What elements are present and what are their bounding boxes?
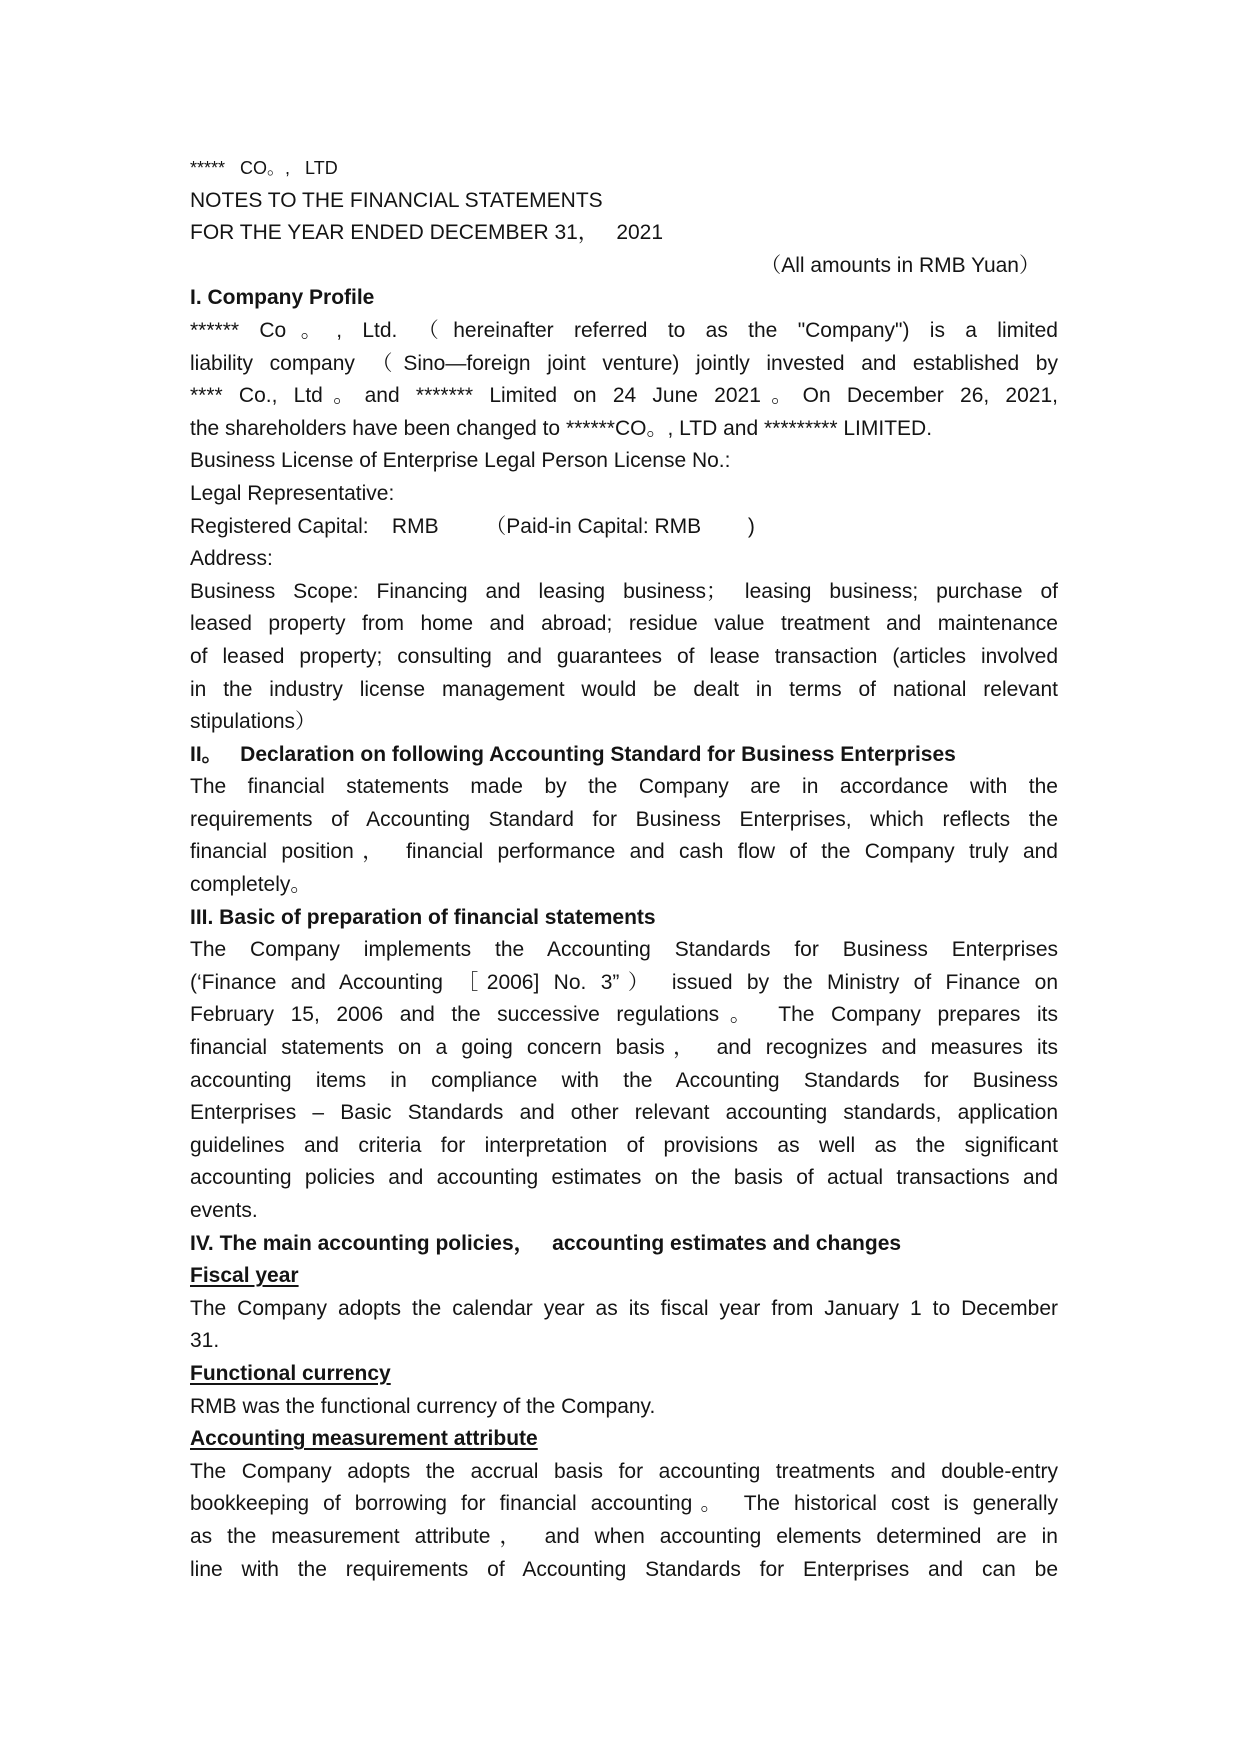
address-field: Address: bbox=[190, 547, 273, 571]
reporting-period: FOR THE YEAR ENDED DECEMBER 31， 2021 bbox=[190, 221, 664, 245]
paragraph-line: accounting policies and accounting estimates on the basis of actual transactions and bbox=[190, 1166, 1058, 1190]
paragraph-line: in the industry license management would be dealt in terms of national relevant bbox=[190, 677, 1058, 701]
paragraph-line: (‘Finance and Accounting ［2006] No. 3”） issued by the Ministry of Finance on bbox=[190, 970, 1058, 994]
paragraph-line: completely。 bbox=[190, 873, 312, 897]
paragraph-line: financial statements on a going concern basis， and recognizes and measures its bbox=[190, 1036, 1058, 1060]
section-heading-declaration: II。 Declaration on following Accounting Standard for Business Enterprises bbox=[190, 742, 956, 766]
paragraph-line: Enterprises – Basic Standards and other relevant accounting standards, application bbox=[190, 1101, 1058, 1125]
paragraph-line: The financial statements made by the Company are in accordance with the bbox=[190, 775, 1058, 799]
paragraph-line: line with the requirements of Accounting Standards for Enterprises and can be bbox=[190, 1557, 1058, 1581]
paragraph-line: leased property from home and abroad; residue value treatment and maintenance bbox=[190, 612, 1058, 636]
document-body bbox=[190, 152, 1058, 1586]
currency-note: （All amounts in RMB Yuan） bbox=[760, 253, 1040, 277]
company-name: ***** CO。, LTD bbox=[190, 158, 338, 178]
paragraph-line: The Company implements the Accounting Standards for Business Enterprises bbox=[190, 938, 1058, 962]
paragraph-line: requirements of Accounting Standard for Business Enterprises, which reflects the bbox=[190, 807, 1058, 831]
paragraph-line: February 15, 2006 and the successive regulations。 The Company prepares its bbox=[190, 1003, 1058, 1027]
subheading-functional-currency: Functional currency bbox=[190, 1361, 391, 1385]
paragraph-line: as the measurement attribute， and when accounting elements determined are in bbox=[190, 1524, 1058, 1548]
document-title: NOTES TO THE FINANCIAL STATEMENTS bbox=[190, 188, 603, 212]
paragraph-line: **** Co., Ltd。and ******* Limited on 24 June 2021。On December 26, 2021, bbox=[190, 384, 1058, 408]
paragraph-line: 31. bbox=[190, 1329, 220, 1353]
paragraph-line: The Company adopts the accrual basis for accounting treatments and double-entry bbox=[190, 1459, 1058, 1483]
paragraph-line: liability company （Sino—foreign joint venture) jointly invested and established by bbox=[190, 351, 1058, 375]
section-heading-accounting-policies: IV. The main accounting policies， accounting estimates and changes bbox=[190, 1231, 902, 1255]
paragraph-line: financial position， financial performance and cash flow of the Company truly and bbox=[190, 840, 1058, 864]
paragraph-line: The Company adopts the calendar year as its fiscal year from January 1 to December bbox=[190, 1296, 1058, 1320]
paragraph-line: events. bbox=[190, 1199, 258, 1222]
paragraph-line: bookkeeping of borrowing for financial accounting。 The historical cost is generally bbox=[190, 1492, 1058, 1516]
subheading-measurement-attribute: Accounting measurement attribute bbox=[190, 1427, 538, 1451]
paragraph-line: stipulations） bbox=[190, 710, 317, 734]
section-heading-basis-of-preparation: III. Basic of preparation of financial statements bbox=[190, 905, 656, 929]
legal-representative-field: Legal Representative: bbox=[190, 481, 395, 505]
paragraph-line: ****** Co。, Ltd. （hereinafter referred to as the "Company") is a limited bbox=[190, 318, 1058, 342]
paragraph-line: RMB was the functional currency of the Company. bbox=[190, 1394, 656, 1418]
section-heading-company-profile: I. Company Profile bbox=[190, 286, 375, 310]
paragraph-line: Business Scope: Financing and leasing business； leasing business; purchase of bbox=[190, 579, 1058, 603]
license-field: Business License of Enterprise Legal Person License No.: bbox=[190, 449, 731, 473]
paragraph-line: the shareholders have been changed to ******CO。, LTD and ********* LIMITED. bbox=[190, 416, 933, 440]
paragraph-line: of leased property; consulting and guarantees of lease transaction (articles involved bbox=[190, 644, 1058, 668]
registered-capital-field: Registered Capital: RMB （Paid-in Capital: RMB ) bbox=[190, 514, 755, 538]
paragraph-line: guidelines and criteria for interpretation of provisions as well as the significant bbox=[190, 1133, 1058, 1157]
paragraph-line: accounting items in compliance with the Accounting Standards for Business bbox=[190, 1068, 1058, 1092]
subheading-fiscal-year: Fiscal year bbox=[190, 1264, 299, 1288]
